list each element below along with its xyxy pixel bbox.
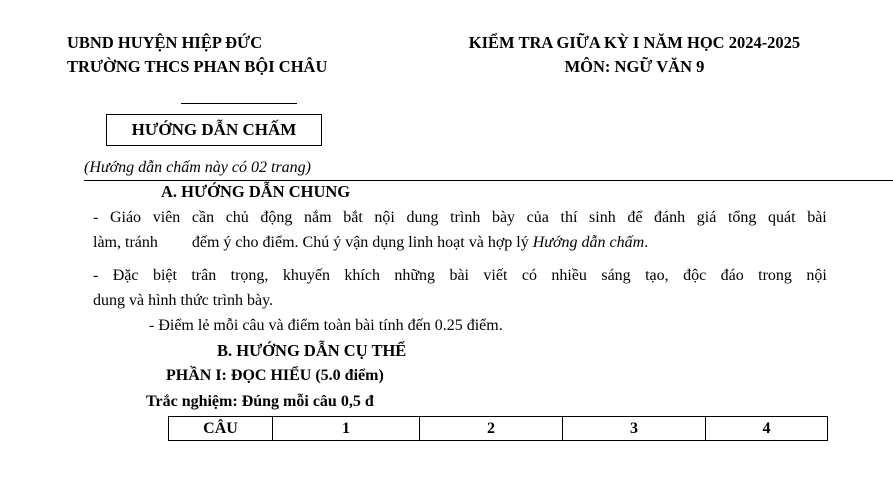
- paragraph-2-word: trọng,: [230, 267, 269, 284]
- paragraph-1-word: viên: [152, 209, 181, 226]
- paragraph-1-word: sinh: [589, 209, 616, 226]
- paragraph-1-word: bắt: [343, 209, 363, 226]
- section-divider: [84, 180, 893, 181]
- paragraph-1-word: của: [526, 209, 549, 226]
- paragraph-1-word: giá: [696, 209, 717, 226]
- table-header-cell: 3: [563, 417, 706, 441]
- table-row: [169, 417, 828, 441]
- paragraph-2-word: biệt: [152, 267, 177, 284]
- paragraph-1-word: quát: [768, 209, 796, 226]
- paragraph-1-word: bài: [807, 209, 827, 226]
- paragraph-2-line-1: [93, 266, 827, 286]
- subject-line: MÔN: NGỮ VĂN 9: [564, 57, 705, 76]
- paragraph-1-word: nội: [374, 209, 395, 226]
- paragraph-1-text-b: đếm ý cho điểm. Chú ý vận dụng linh hoạt và hợp lý: [191, 234, 533, 251]
- paragraph-2-line-2: dung và hình thức trình bày.: [93, 292, 274, 309]
- paragraph-2-word: nội: [806, 267, 827, 284]
- paragraph-2-word: tạo,: [645, 267, 669, 284]
- paragraph-1-text-a: làm, tránh: [93, 234, 158, 251]
- paragraph-1-italic: Hướng dẫn chấm: [532, 234, 645, 251]
- school-name: TRƯỜNG THCS PHAN BỘI CHÂU: [67, 57, 328, 76]
- paragraph-1-word: chủ: [225, 209, 249, 226]
- paragraph-2-word: bài: [449, 267, 469, 284]
- paragraph-2-word: có: [521, 267, 537, 284]
- paragraph-2-word: đáo: [720, 267, 744, 284]
- multiple-choice-note: Trắc nghiệm: Đúng mỗi câu 0,5 đ: [146, 393, 374, 410]
- paragraph-2-word: khích: [344, 267, 380, 284]
- paragraph-3: - Điểm lẻ mỗi câu và điểm toàn bài tính đến 0.25 điểm.: [149, 317, 503, 334]
- paragraph-1-end: .: [644, 234, 649, 251]
- paragraph-2-word: trân: [191, 267, 217, 284]
- table-header-cell: 2: [420, 417, 563, 441]
- paragraph-2-word: trong: [758, 267, 792, 284]
- paragraph-1-word: thí: [560, 209, 578, 226]
- paragraph-1-word: -: [93, 209, 99, 226]
- paragraph-2-word: khuyến: [282, 267, 330, 284]
- table-header-cell: 4: [706, 417, 828, 441]
- paragraph-1-line-1: [93, 208, 827, 228]
- department-name: UBND HUYỆN HIỆP ĐỨC: [67, 33, 263, 52]
- paragraph-2-word: sáng: [601, 267, 631, 284]
- paragraph-2-word: độc: [683, 267, 707, 284]
- page-title: HƯỚNG DẪN CHẤM: [131, 120, 297, 139]
- section-b-heading: B. HƯỚNG DẪN CỤ THỂ: [217, 341, 407, 360]
- paragraph-1-word: động: [260, 209, 293, 226]
- exam-title: KIỂM TRA GIỮA KỲ I NĂM HỌC 2024-2025: [468, 33, 801, 52]
- paragraph-2-word: viết: [483, 267, 508, 284]
- paragraph-1-word: nắm: [304, 209, 332, 226]
- table-header-cell: 1: [273, 417, 420, 441]
- paragraph-1-word: dung: [406, 209, 439, 226]
- page-count-note: (Hướng dẫn chấm này có 02 trang): [84, 159, 312, 176]
- paragraph-1-word: để: [627, 209, 643, 226]
- paragraph-2-word: Đặc: [112, 267, 139, 284]
- header-underline: [181, 103, 297, 104]
- table-header-cell: CÂU: [169, 417, 273, 441]
- paragraph-1-word: trình: [450, 209, 481, 226]
- title-box: [106, 114, 322, 146]
- answer-table: [168, 416, 828, 441]
- part-1-heading: PHẦN I: ĐỌC HIỂU (5.0 điểm): [166, 367, 384, 384]
- paragraph-1-word: đánh: [654, 209, 686, 226]
- paragraph-1-word: bày: [491, 209, 516, 226]
- paragraph-1-word: tổng: [727, 209, 757, 226]
- section-a-heading: A. HƯỚNG DẪN CHUNG: [161, 182, 351, 201]
- paragraph-1-word: Giáo: [109, 209, 142, 226]
- paragraph-2-word: nhiều: [551, 267, 587, 284]
- paragraph-2-word: -: [93, 267, 99, 284]
- paragraph-1-line-2: [93, 233, 648, 253]
- paragraph-1-word: cần: [191, 209, 215, 226]
- paragraph-2-word: những: [394, 267, 436, 284]
